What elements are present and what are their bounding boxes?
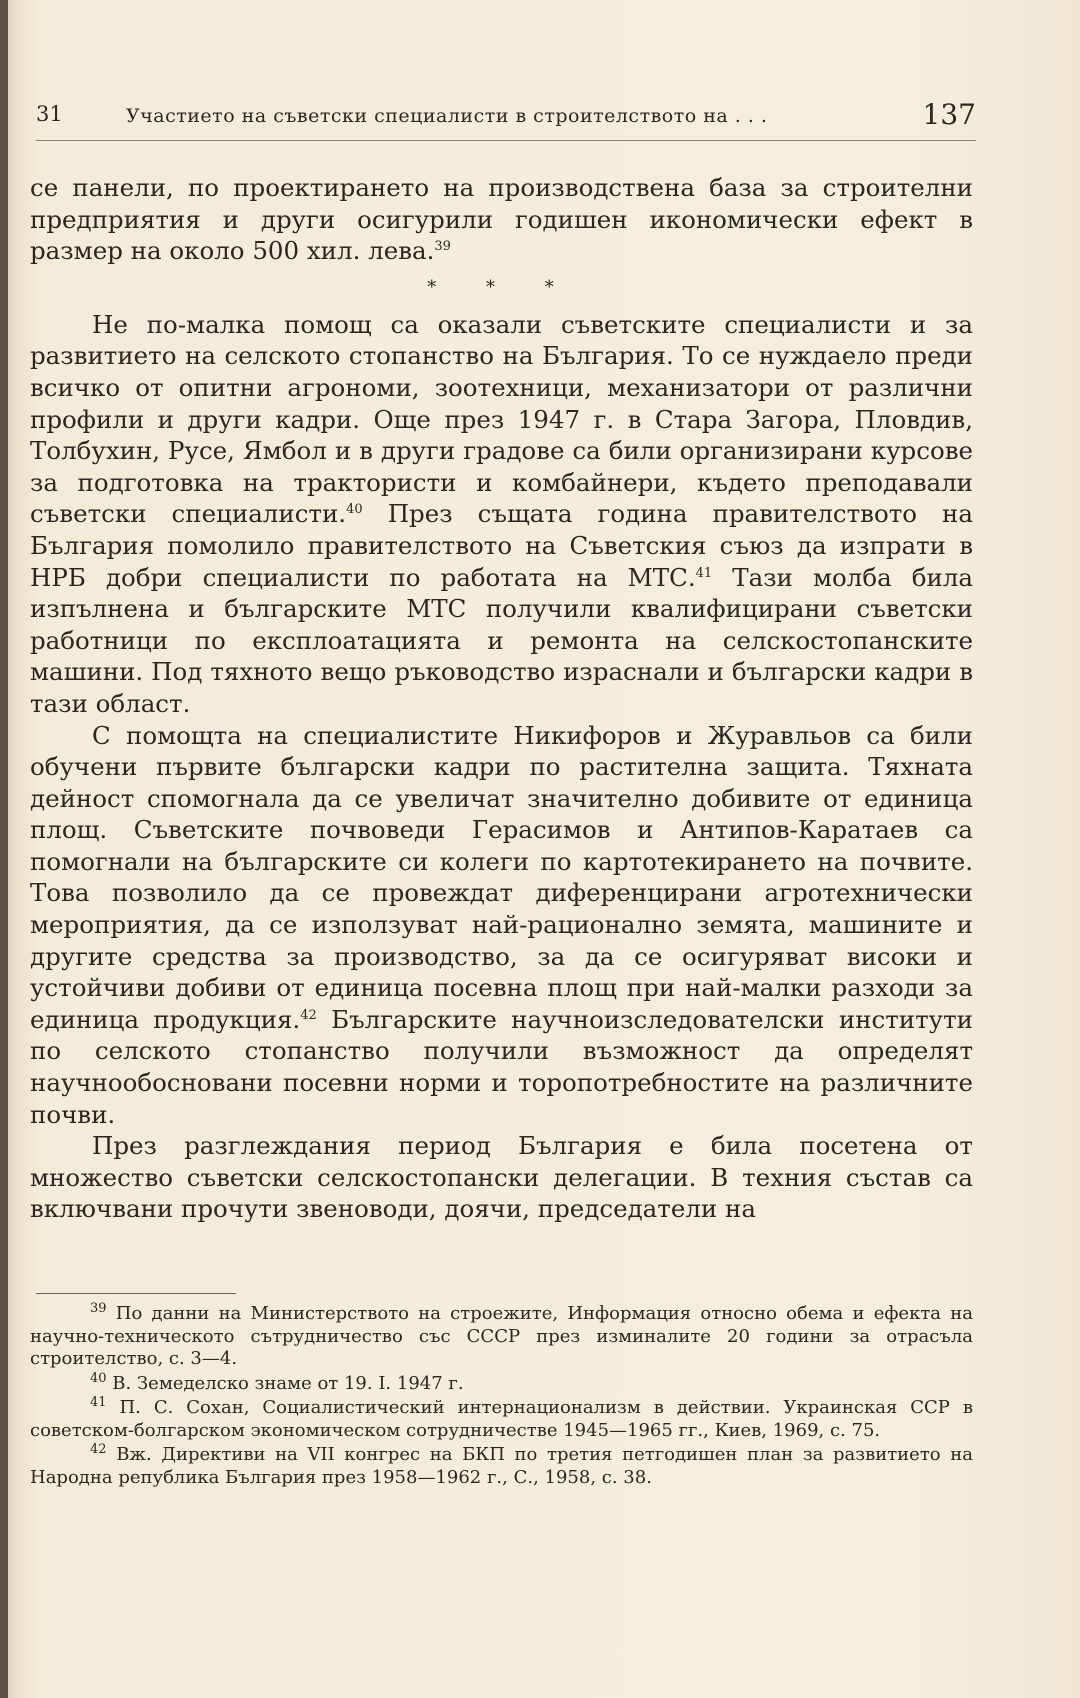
page-header <box>36 100 976 141</box>
book-spine-shadow <box>0 0 8 1698</box>
footnote: $^{39}$ По данни на Министерството на строежите, Информация относно обема и ефекта на научно-техническото сътрудничество със СССР през изминалите 20 години за отрасъла строителство, с. 3—4. <box>30 1301 973 1369</box>
paragraph-3: С помощта на специалистите Никифоров и Журавльов са били обучени първите български кадри по растителна защита. Тяхната дейност спомогнала да се увеличат значително добивите от единица площ. Съветските почвоведи Герасимов и Антипов-Каратаев са помогнали на българските си колеги по картотекирането на почвите. Това позволило да се провеждат диференцирани агротехнически мероприятия, да се използуват най-рационално земята, машините и другите средства за производство, за да се осигуряват високи и устойчиви добиви от единица посевна площ при най-малки разходи за единица продукция.$^{42}$ Българските научноизследователски институти по селското стопанство получили възможност да определят научнообосновани посевни норми и торопотребностите на различните почви. <box>30 720 973 1129</box>
footnote-ref-41: 41 <box>695 565 713 581</box>
main-text <box>30 172 973 1225</box>
paragraph-4: През разглеждания период България е била посетена от множество съветски селскостопански делегации. В техния състав са включвани прочути звеноводи, доячи, председатели на <box>30 1131 973 1224</box>
footnote: $^{41}$ П. С. Сохан, Социалистический интернационализм в действии. Украинская ССР в советском-болгарском экономическом сотрудничестве 1945—1965 гг., Киев, 1969, с. 75. <box>30 1395 973 1441</box>
footnote: $^{40}$ В. Земеделско знаме от 19. I. 1947 г. <box>90 1370 464 1394</box>
section-separator: * * * <box>427 276 576 298</box>
paragraph-2: Не по-малка помощ са оказали съветските специалисти и за развитието на селското стопанство на България. То се нуждаело преди всичко от опитни агрономи, зоотехници, механизатори от различни профили и други кадри. Още през 1947 г. в Стара Загора, Пловдив, Толбухин, Русе, Ямбол и в други градове са били организирани курсове за подготовка на трактористи и комбайнери, където преподавали съветски специалисти.$^{40}$ През същата година правителството на България помолило правителството на Съветския съюз да изпрати в НРБ добри специалисти по работата на МТС.$^{41}$ Тази молба била изпълнена и българските МТС получили квалифицирани съветски работници по експлоатацията и ремонта на селскостопанските машини. Под тяхното вещо ръководство израснали и български кадри в тази област. <box>30 309 973 718</box>
running-title: Участието на съветски специалисти в строителството на . . . <box>126 105 768 127</box>
footnote-ref-40: 40 <box>346 502 363 518</box>
footnotes <box>30 1303 973 1491</box>
header-left-number: 31 <box>36 102 63 126</box>
footnote: $^{42}$ Вж. Директиви на VII конгрес на БКП по третия петгодишен план за развитието на Народна република България през 1958—1962 г., С., 1958, с. 38. <box>30 1442 973 1488</box>
paragraph-1: се панели, по проектирането на производствена база за строителни предприятия и други осигурили годишен икономически ефект в размер на около 500 хил. лева.$^{39}$ <box>30 173 973 266</box>
footnote-ref-39: 39 <box>434 239 451 255</box>
page-number: 137 <box>922 98 976 131</box>
footnote-divider <box>36 1293 236 1294</box>
footnote-ref-42: 42 <box>300 1007 317 1023</box>
